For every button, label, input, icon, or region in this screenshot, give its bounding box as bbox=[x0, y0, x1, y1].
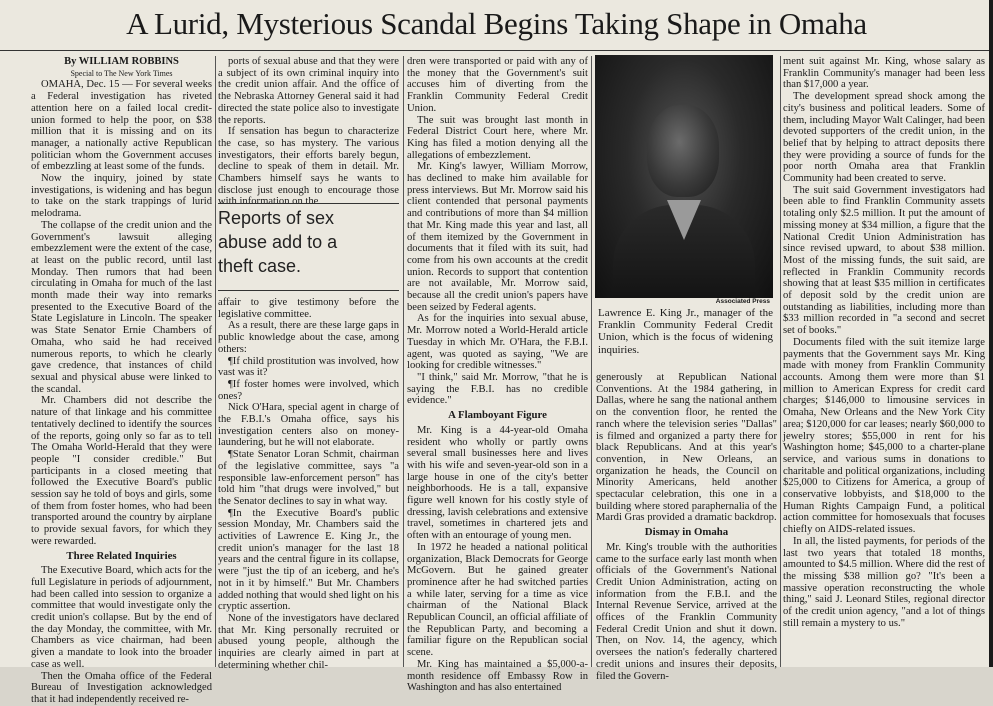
column-2-bottom bbox=[218, 297, 399, 671]
paragraph: OMAHA, Dec. 15 — For several weeks a Federal investigation has riveted attention here on a failed local credit-union formed to help the poor, on $38 million that it is missing and on its manager, a nationally active Republican politician whom the Government accuses of embezzling at least some of the funds. bbox=[31, 79, 212, 173]
photo-caption: Lawrence E. King Jr., manager of the Franklin Community Federal Credit Union, which is the focus of widening inquiries. bbox=[598, 307, 773, 356]
paragraph: As a result, there are these large gaps in public knowledge about the case, among others: bbox=[218, 320, 399, 355]
byline: By WILLIAM ROBBINS bbox=[64, 56, 179, 67]
paragraph: generously at Republican National Conventions. At the 1984 gathering, in Dallas, where he sang the national anthem on the convention floor, he rented the ranch where the television series "Dallas" is filmed and organized a party there for black Republicans. And at this year's convention, in New Orleans, an organization he heads, the Council on Minority Americans, held another spectacular celebration, this one in a building where stored paraphernalia of the Mardi Gras provided a dramatic backdrop. bbox=[596, 372, 777, 524]
paragraph: "I think," said Mr. Morrow, "that he is saying the F.B.I. has no credible evidence." bbox=[407, 371, 588, 407]
paragraph: Nick O'Hara, special agent in charge of the F.B.I.'s Omaha office, says his investigation centers also on money-laundering, but he will not elaborate. bbox=[218, 402, 399, 449]
paragraph: Then the Omaha office of the Federal Bureau of Investigation acknowledged that it had independently received re- bbox=[31, 670, 212, 705]
paragraph: Mr. Chambers did not describe the nature of that linkage and his committee tentatively declined to identify the sources of the reports, going only so far as to tell The Omaha World-Herald that they were people "I consider credible." But participants in a closed meeting that followed the Executive Board's public session say he told of boys and girls, some of them from foster homes, who had been transported around the country by airplane to provide sexual favors, for which they were rewarded. bbox=[31, 395, 212, 547]
paragraph: The development spread shock among the city's business and political leaders. Some of them, including Mayor Walt Calinger, had been devoted supporters of the credit union, in the belief that by helping to attract deposits there they were providing a source of funds for the poor north Omaha area that Franklin Community had been created to serve. bbox=[783, 91, 985, 185]
column-rule bbox=[780, 56, 781, 667]
column-1 bbox=[31, 56, 212, 705]
pullquote: Reports of sex abuse add to a theft case. bbox=[218, 208, 338, 276]
paragraph: Documents filed with the suit itemize large payments that the Government says Mr. King made with money from Franklin Community accounts. Among them were more than $1 million to American Express for credit card charges; $146,000 to limousine services in Omaha, New Orleans and the New York City area; $120,000 for car leases; nearly $60,000 to jewelry stores; $55,000 in rent for his Washington home; $45,000 to a charter-plane service, and various sums in donations to charitable and political organizations, including $25,000 to Citizens for America, a group of conservative lobbyists, and $18,000 to the Human Rights Campaign Fund, a political action committee for homosexuals that focuses chiefly on AIDS-related issues. bbox=[783, 336, 985, 536]
paragraph: In all, the listed payments, for periods of the last two years that totaled 18 months, amounted to $4.5 million. Where did the rest of the missing $38 million go? "It's been a massive operation reconstructing the whole thing," said J. Leonard Stiles, regional director of the credit union agency, "and a lot of things still remain a mystery to us." bbox=[783, 535, 985, 629]
paragraph: ¶In the Executive Board's public session Monday, Mr. Chambers said the activities of Lawrence E. King Jr., the credit union's manager for the last 18 years and the central figure in its collapse, were "just the tip of an iceberg, and he's not in it by himself." But Mr. Chambers added nothing that would shed light on his cryptic assertion. bbox=[218, 507, 399, 613]
paragraph: Mr. King's lawyer, William Morrow, has declined to make him available for press interviews. But Mr. Morrow said his client contended that personal payments and contributions of more than $4 million that Mr. King made this year and last, all of them itemized by the Government in documents that it filed with its suit, had come from his own accounts at the credit union. Records to support that contention are not available, Mr. Morrow said, because all the credit union's papers have been seized by Federal agents. bbox=[407, 161, 588, 313]
subhead: Three Related Inquiries bbox=[66, 549, 177, 562]
column-rule bbox=[591, 56, 592, 667]
paragraph: In 1972 he headed a national political organization, Black Democrats for George McGovern. But he gained greater prominence after he had switched parties a while later, serving for a time as vice chairman of the National Black Republican Council, an official affiliate of the Republican Party, and becoming a familiar figure on the Republican social scene. bbox=[407, 541, 588, 659]
column-4 bbox=[596, 372, 777, 682]
paragraph: Mr. King has maintained a $5,000-a-month residence off Embassy Row in Washington and has also entertained bbox=[407, 658, 588, 694]
photo-head bbox=[647, 105, 719, 197]
paragraph: The suit was brought last month in Federal District Court here, where Mr. King has filed a motion denying all the allegations of embezzlement. bbox=[407, 114, 588, 161]
column-rule bbox=[403, 56, 404, 667]
paragraph: Now the inquiry, joined by state investigations, is widening and has begun to take on the stark trappings of lurid melodrama. bbox=[31, 173, 212, 220]
photo-credit: Associated Press bbox=[715, 298, 770, 305]
subhead: Dismay in Omaha bbox=[644, 526, 729, 539]
paragraph: Mr. King's trouble with the authorities came to the surface early last month when officials of the Government's National Credit Union Administration, acting on information from the F.B.I. and the Internal Revenue Service, arrived at the offices of the Franklin Community Federal Credit Union and shut it down. Then, on Nov. 14, the agency, which oversees the nation's federally chartered credit unions and insures their deposits, filed the Govern- bbox=[596, 541, 777, 682]
column-rule bbox=[215, 56, 216, 667]
paragraph: dren were transported or paid with any of the money that the Government's suit accuses him of diverting from the Franklin Community Federal Credit Union. bbox=[407, 56, 588, 114]
paragraph: The collapse of the credit union and the Government's lawsuit alleging embezzlement were the extent of the case, at least on the public record, until last Monday. Then rumors that had been circulating in Omaha for much of the last month made their way into remarks presented to the Executive Board of the State Legislature in Lincoln. The speaker was State Senator Ernie Chambers of Omaha, who said he had received numerous reports, to which he clearly gave credence, that instances of child sexual and physical abuse were linked to the scandal. bbox=[31, 219, 212, 395]
column-2-top bbox=[218, 56, 399, 208]
paragraph: Mr. King is a 44-year-old Omaha resident who wholly or partly owns several small businesses here and lives with his wife and seven-year-old son in a large house in one of the city's better neighborhoods. He is a tall, expansive figure well known for his costly style of dressing, lavish celebrations and extensive travel, sometimes in chartered jets and often with an entourage of young men. bbox=[407, 424, 588, 542]
paragraph: ¶State Senator Loran Schmit, chairman of the legislative committee, says "a responsible law-enforcement person" has told him "that drugs were involved," but the Senator declines to say in what way. bbox=[218, 449, 399, 507]
special-credit: Special to The New York Times bbox=[70, 68, 173, 78]
headline-rule bbox=[0, 50, 989, 51]
paragraph: The Executive Board, which acts for the full Legislature in periods of adjournment, had been called into session to organize a committee that would investigate only the credit union's collapse. But by the end of the day Monday, the committee, with Mr. Chambers as vice chairman, had been given a mandate to look into the broader case as well. bbox=[31, 565, 212, 670]
subhead: A Flamboyant Figure bbox=[448, 409, 547, 422]
paragraph: ¶If foster homes were involved, which ones? bbox=[218, 378, 399, 402]
paragraph: The suit said Government investigators had been able to find Franklin Community assets totaling only $2.5 million. It put the amount of missing money at $34 million, a figure that the National Credit Union Administration has since revised upward, to about $38 million. Most of the missing funds, the suit said, are reflected in Franklin Community records showing that at least $35 million in certificates of deposit sold by the credit union are outstanding as liabilities, including more than $33 million recorded in "a second and secret set of books." bbox=[783, 184, 985, 337]
paragraph: If sensation has begun to characterize the case, so has mystery. The various investigators, their efforts barely begun, decline to speak of them in detail. Mr. Chambers himself says he wants to disclose just enough to encourage those with information on the bbox=[218, 126, 399, 208]
pullquote-rule-top bbox=[218, 203, 399, 204]
pullquote-rule-bottom bbox=[218, 290, 399, 291]
paragraph: None of the investigators have declared that Mr. King personally recruited or abused young people, although the inquiries are clearly aimed in part at determining whether chil- bbox=[218, 612, 399, 671]
portrait-photo bbox=[595, 55, 773, 298]
paragraph: As for the inquiries into sexual abuse, Mr. Morrow noted a World-Herald article Tuesday in which Mr. O'Hara, the F.B.I. agent, was quoted as saying, "We are looking for credible witnesses." bbox=[407, 313, 588, 372]
paragraph: ¶If child prostitution was involved, how vast was it? bbox=[218, 355, 399, 379]
column-3 bbox=[407, 56, 588, 694]
headline: A Lurid, Mysterious Scandal Begins Taking Shape in Omaha bbox=[126, 6, 867, 41]
paragraph: ment suit against Mr. King, whose salary as Franklin Community's manager had been less than $17,000 a year. bbox=[783, 56, 985, 91]
paragraph: affair to give testimony before the legislative committee. bbox=[218, 297, 399, 320]
paragraph: ports of sexual abuse and that they were a subject of its own criminal inquiry into the credit union affair. And the office of the Nebraska Attorney General said it had directed the state police also to investigate the reports. bbox=[218, 56, 399, 126]
column-5 bbox=[783, 56, 985, 667]
page-edge bbox=[989, 0, 993, 667]
